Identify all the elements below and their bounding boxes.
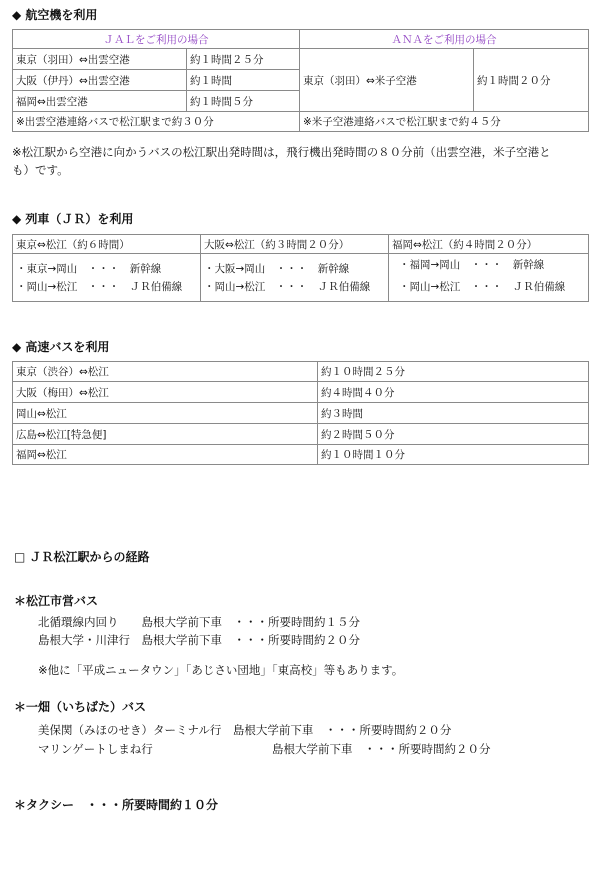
ana-header: ＡＮＡをご利用の場合: [300, 30, 589, 49]
train-line: ・東京→岡山 ・・・ 新幹線: [16, 262, 162, 275]
airport-bus-note-line2: も）です。: [12, 163, 69, 177]
train-heading: ◆ 列車（ＪＲ）を利用: [12, 212, 134, 226]
air-heading: ◆ 航空機を利用: [12, 8, 98, 22]
train-line: ・岡山→松江 ・・・ ＪＲ伯備線: [204, 280, 371, 293]
city-bus-heading: ＊松江市営バス: [14, 594, 99, 608]
jal-time: 約１時間５分: [187, 91, 300, 112]
ana-note: ※米子空港連絡バスで松江駅まで約４５分: [300, 112, 589, 132]
jal-header: ＪＡＬをご利用の場合: [13, 30, 300, 49]
jal-time: 約１時間２５分: [187, 49, 300, 70]
taxi-line: ＊タクシー ・・・所要時間約１０分: [14, 798, 219, 812]
jal-time: 約１時間: [187, 70, 300, 91]
ichibata-line-destination: マリンゲートしまね行: [38, 742, 153, 756]
city-bus-line: 北循環線内回り 島根大学前下車 ・・・所要時間約１５分: [38, 615, 360, 629]
bus-time: 約１０時間１０分: [318, 445, 589, 465]
bus-route: 大阪（梅田）⇔松江: [13, 382, 318, 403]
bus-route: 広島⇔松江[特急便]: [13, 424, 318, 445]
bus-route: 東京（渋谷）⇔松江: [13, 362, 318, 382]
ana-route: 東京（羽田）⇔米子空港: [300, 49, 474, 112]
ichibata-heading: ＊一畑（いちばた）バス: [14, 700, 147, 714]
train-line: ・岡山→松江 ・・・ ＪＲ伯備線: [16, 280, 183, 293]
train-col-header: 大阪⇔松江（約３時間２０分）: [201, 235, 389, 254]
ichibata-line: 美保関（みほのせき）ターミナル行 島根大学前下車 ・・・所要時間約２０分: [38, 723, 452, 737]
airport-bus-note-line1: ※松江駅から空港に向かうバスの松江駅出発時間は，飛行機出発時間の８０分前（出雲空港，米子空港と: [12, 145, 551, 159]
train-line: ・福岡→岡山 ・・・ 新幹線: [399, 259, 545, 271]
jal-route: 福岡⇔出雲空港: [13, 91, 187, 112]
bus-heading: ◆ 高速バスを利用: [12, 340, 110, 354]
jal-route: 東京（羽田）⇔出雲空港: [13, 49, 187, 70]
bus-time: 約１０時間２５分: [318, 362, 589, 382]
train-line: ・大阪→岡山 ・・・ 新幹線: [204, 262, 350, 275]
jal-note: ※出雲空港連絡バスで松江駅まで約３０分: [13, 112, 300, 132]
bus-table: [12, 361, 589, 465]
bus-time: 約４時間４０分: [318, 382, 589, 403]
bus-time: 約３時間: [318, 403, 589, 424]
city-bus-note: ※他に「平成ニュータウン」「あじさい団地」「東高校」等もあります。: [38, 663, 404, 677]
city-bus-line: 島根大学・川津行 島根大学前下車 ・・・所要時間約２０分: [38, 633, 360, 647]
ichibata-line-detail: 島根大学前下車 ・・・所要時間約２０分: [272, 742, 491, 756]
train-line: ・岡山→松江 ・・・ ＪＲ伯備線: [399, 281, 566, 293]
bus-time: 約２時間５０分: [318, 424, 589, 445]
train-col-header: 東京⇔松江（約６時間）: [13, 235, 201, 254]
train-col-header: 福岡⇔松江（約４時間２０分）: [389, 235, 589, 254]
jal-route: 大阪（伊丹）⇔出雲空港: [13, 70, 187, 91]
bus-route: 岡山⇔松江: [13, 403, 318, 424]
air-table: [12, 29, 589, 132]
bus-route: 福岡⇔松江: [13, 445, 318, 465]
route-heading: □ ＪＲ松江駅からの経路: [14, 550, 150, 564]
train-table: [12, 234, 589, 302]
ana-time: 約１時間２０分: [474, 49, 589, 112]
